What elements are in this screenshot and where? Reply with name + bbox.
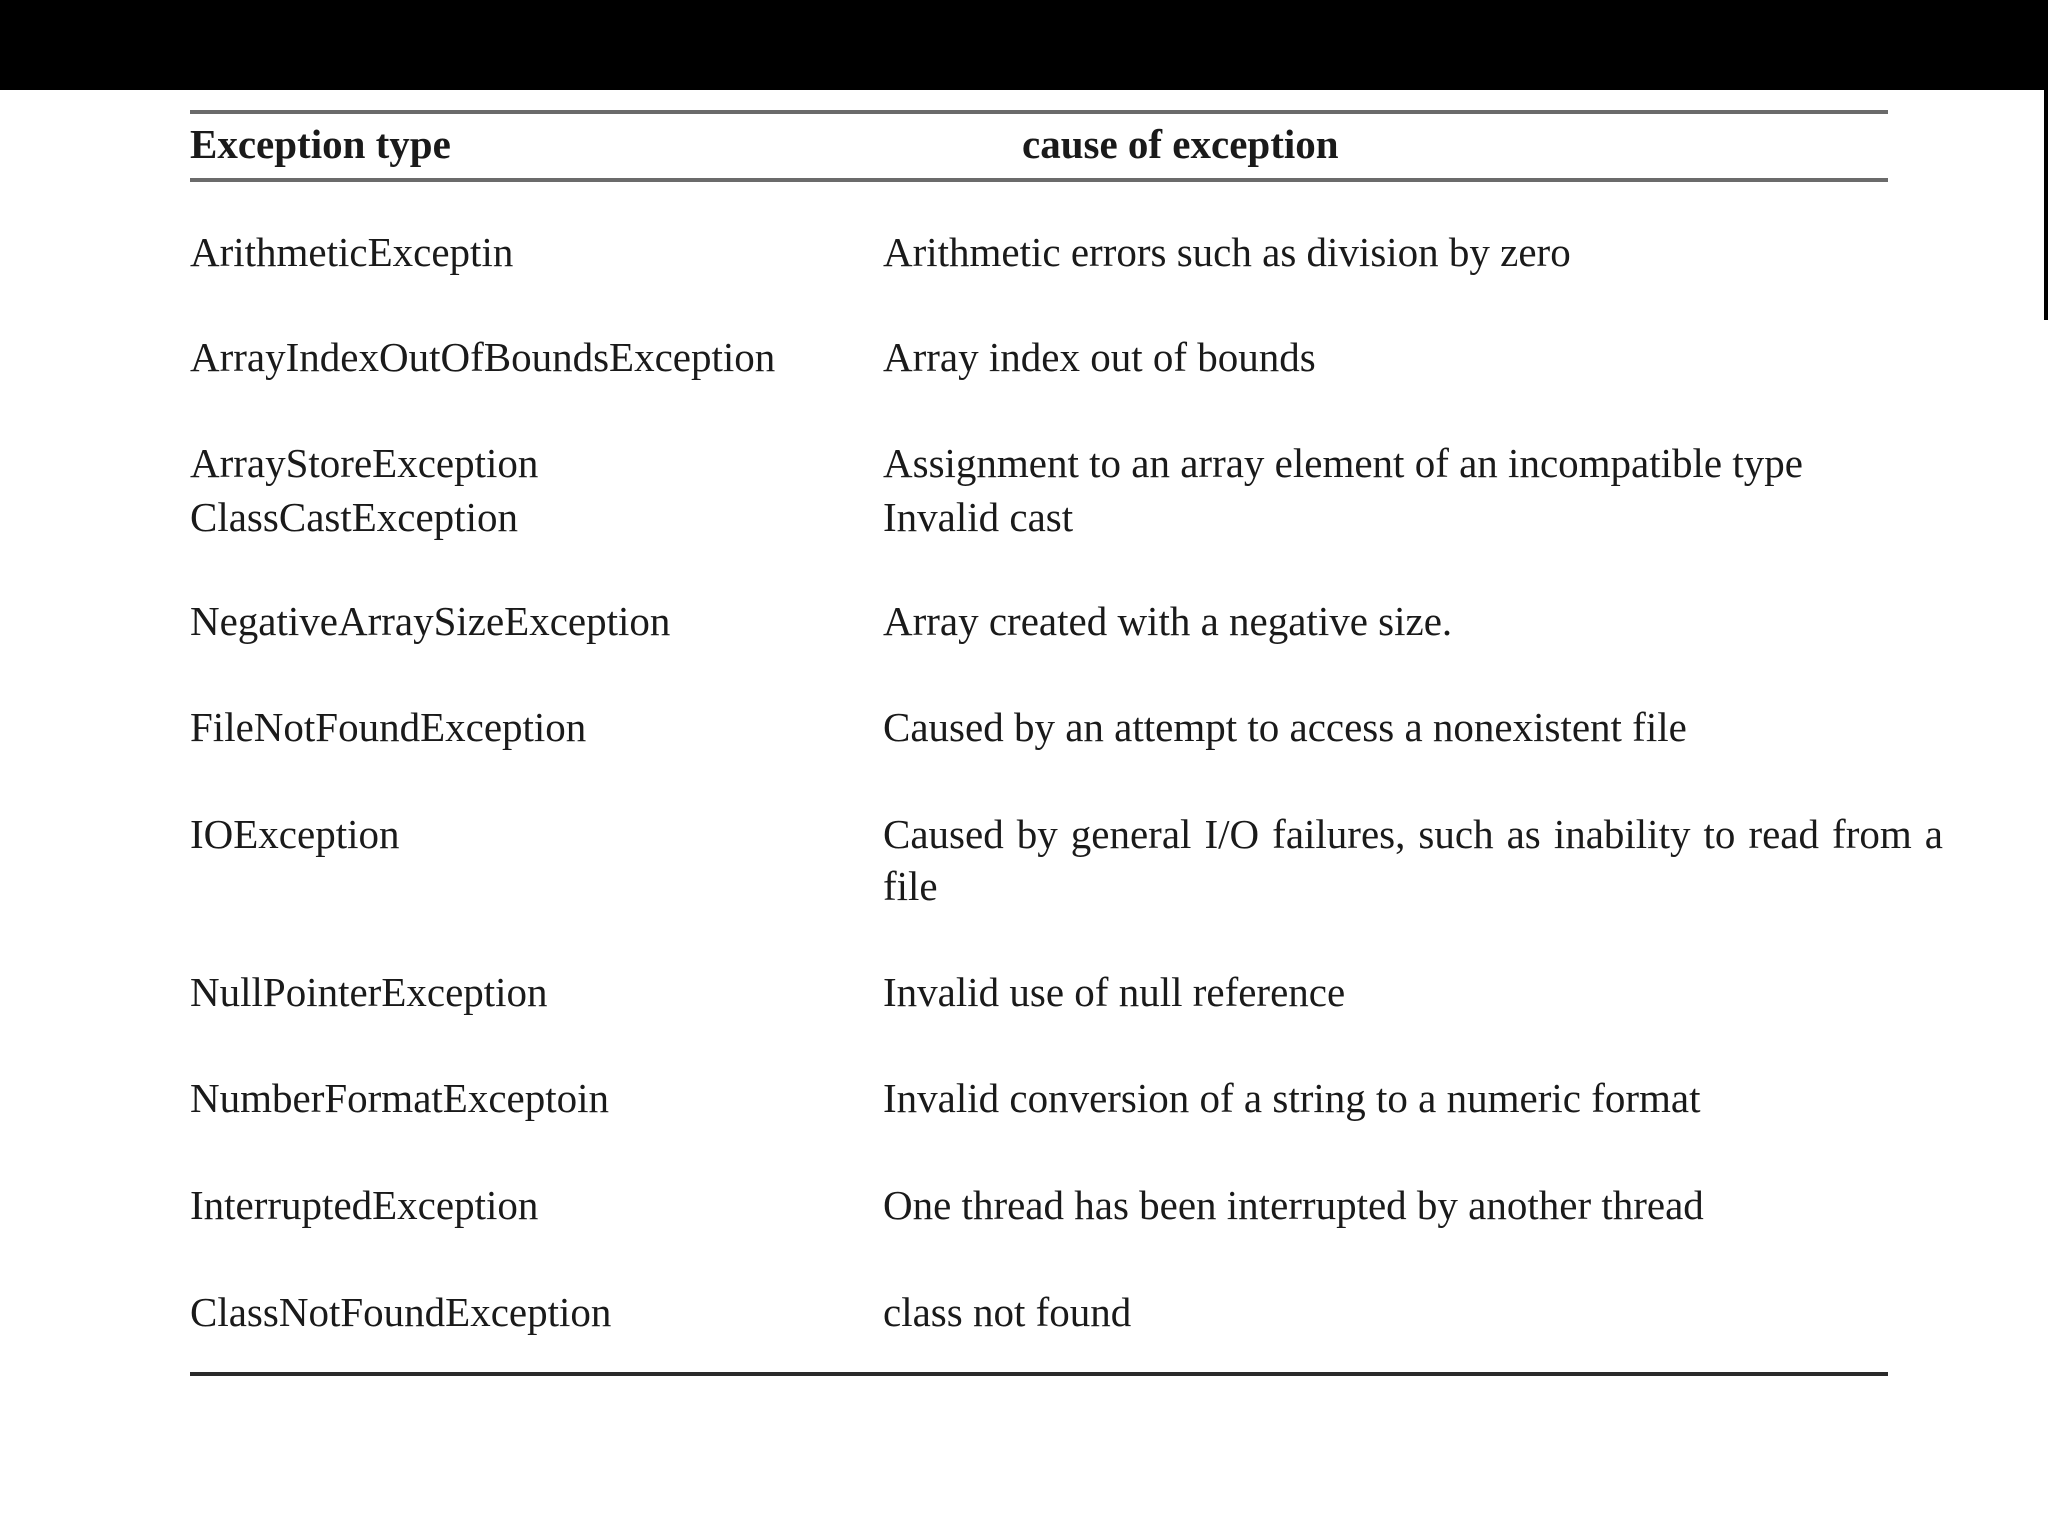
exception-type-cell: ArrayStoreException — [190, 440, 539, 486]
exception-cause-cell: Invalid cast — [883, 494, 1074, 540]
exception-cause-cell: One thread has been interrupted by another thread — [883, 1182, 1704, 1228]
exception-type-cell: ArithmeticExceptin — [190, 229, 514, 275]
exception-type-cell: NullPointerException — [190, 969, 548, 1015]
exception-cause-cell: Assignment to an array element of an incompatible type — [883, 440, 1803, 486]
exception-cause-cell: Caused by general I/O failures, such as inability to read from a file — [883, 811, 1943, 909]
exception-cause-cell: Invalid use of null reference — [883, 969, 1346, 1015]
header-exception-type: Exception type — [190, 121, 451, 167]
exception-type-cell: InterruptedException — [190, 1182, 539, 1228]
exception-type-cell: ClassCastException — [190, 494, 518, 540]
table-top-rule — [190, 110, 1888, 114]
top-black-band — [0, 0, 2048, 90]
exception-cause-cell: Caused by an attempt to access a nonexistent file — [883, 704, 1687, 750]
exception-type-cell: ClassNotFoundException — [190, 1289, 612, 1335]
exception-type-cell: NegativeArraySizeException — [190, 598, 671, 644]
exception-cause-cell: Array index out of bounds — [883, 334, 1316, 380]
exception-type-cell: ArrayIndexOutOfBoundsException — [190, 334, 776, 380]
exception-type-cell: IOException — [190, 811, 400, 857]
exception-type-cell: NumberFormatExceptoin — [190, 1075, 610, 1121]
exception-cause-cell: Invalid conversion of a string to a numeric format — [883, 1075, 1701, 1121]
exception-cause-cell: Arithmetic errors such as division by zero — [883, 229, 1571, 275]
exception-type-cell: FileNotFoundException — [190, 704, 587, 750]
right-edge-bar — [2044, 90, 2048, 320]
header-cause: cause of exception — [1022, 121, 1339, 167]
exception-cause-cell: class not found — [883, 1289, 1132, 1335]
table-header-rule — [190, 178, 1888, 182]
table-bottom-rule — [190, 1372, 1888, 1376]
exception-cause-cell: Array created with a negative size. — [883, 598, 1453, 644]
